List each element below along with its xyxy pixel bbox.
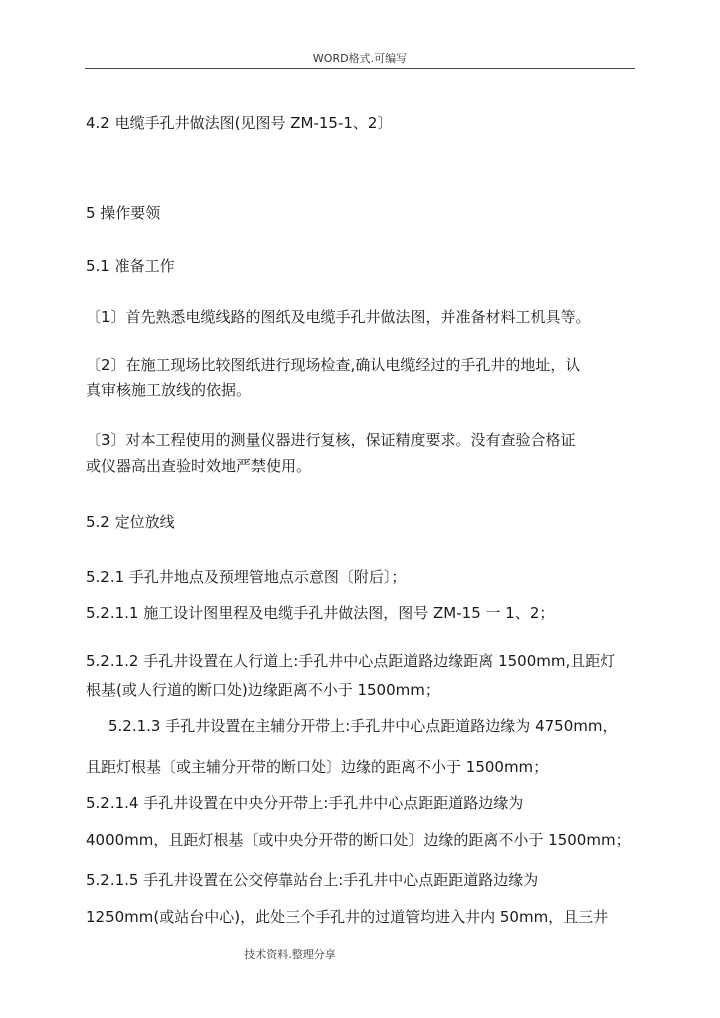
paragraph-line: 5.2.1.1 施工设计图里程及电缆手孔井做法图，图号 ZM-15 一 1、2； <box>86 604 555 622</box>
page-header: WORD格式.可编写 <box>312 52 408 65</box>
paragraph-line: 〔2〕在施工现场比较图纸进行现场检查,确认电缆经过的手孔井的地址，认 <box>86 356 581 374</box>
header-divider <box>85 68 635 69</box>
paragraph-line: 根基(或人行道的断口处)边缘距离不小于 1500mm； <box>86 681 440 699</box>
paragraph-line: 1250mm(或站台中心)，此处三个手孔井的过道管均进入井内 50mm，且三井 <box>86 908 609 926</box>
paragraph-line: 5.2.1.3 手孔井设置在主辅分开带上:手孔井中心点距道路边缘为 4750mm， <box>108 717 618 735</box>
paragraph-line: 且距灯根基〔或主辅分开带的断口处〕边缘的距离不小于 1500mm； <box>86 758 549 776</box>
page-footer: 技术资料.整理分享 <box>244 948 336 961</box>
paragraph-line: 5.2.1.4 手孔井设置在中央分开带上:手孔井中心点距距道路边缘为 <box>86 794 524 812</box>
paragraph-line: 5.2.1 手孔井地点及预埋管地点示意图〔附后〕； <box>86 568 407 586</box>
section-heading-5: 5 操作要领 <box>86 204 161 222</box>
section-heading-5-2: 5.2 定位放线 <box>86 513 175 531</box>
paragraph-line: 或仪器高出查验时效地严禁使用。 <box>86 457 312 475</box>
section-heading-4-2: 4.2 电缆手孔井做法图(见图号 ZM-15-1、2〕 <box>86 114 393 132</box>
paragraph-line: 5.2.1.2 手孔井设置在人行道上:手孔井中心点距道路边缘距离 1500mm,且距灯 <box>86 652 616 670</box>
paragraph-line: 真审核施工放线的依据。 <box>86 381 252 399</box>
paragraph-line: 4000mm，且距灯根基〔或中央分开带的断口处〕边缘的距离不小于 1500mm； <box>86 831 631 849</box>
paragraph-line: 〔1〕首先熟悉电缆线路的图纸及电缆手孔井做法图，并准备材料工机具等。 <box>86 308 591 326</box>
paragraph-line: 5.2.1.5 手孔井设置在公交停靠站台上:手孔井中心点距距道路边缘为 <box>86 871 539 889</box>
section-heading-5-1: 5.1 准备工作 <box>86 257 175 275</box>
paragraph-line: 〔3〕对本工程使用的测量仪器进行复核，保证精度要求。没有查验合格证 <box>86 431 576 449</box>
